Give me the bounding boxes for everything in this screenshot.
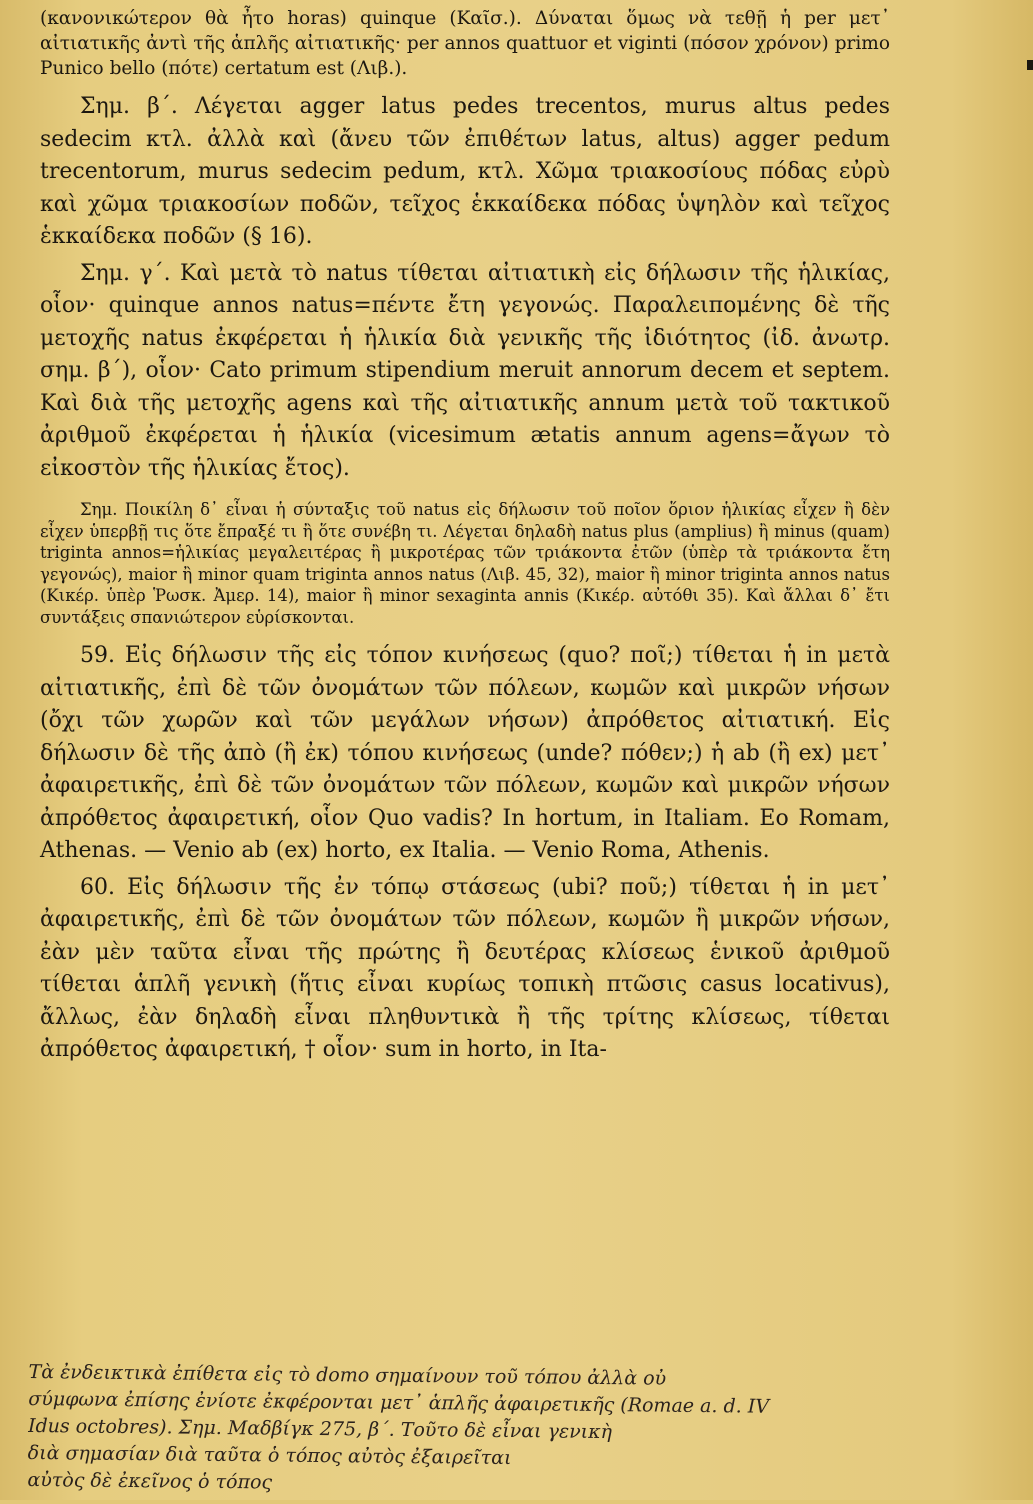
handwritten-line: διὰ σημασίαν διὰ ταῦτα ὁ τόπος αὐτὸς ἐξαιρεῖται	[27, 1441, 512, 1470]
paragraph-intro: (κανονικώτερον θὰ ἦτο horas) quinque (Καῖσ.). Δύναται ὅμως νὰ τεθῇ ἡ per μετ᾽ αἰτιατικῆς ἀντὶ τῆς ἁπλῆς αἰτιατικῆς· per annos quattuor et viginti (πόσον χρόνον) primo Punico bello (πότε) certatum est (Λιβ.).	[40, 8, 890, 79]
paragraph-60: 60. Εἰς δήλωσιν τῆς ἐν τόπῳ στάσεως (ubi? ποῦ;) τίθεται ἡ in μετ᾽ ἀφαιρετικῆς, ἐπὶ δὲ τῶν ὀνομάτων τῶν πόλεων, κωμῶν ἢ μικρῶν νήσων, ἐὰν μὲν ταῦτα εἶναι τῆς πρώτης ἢ δευτέρας κλίσεως ἑνικοῦ ἀριθμοῦ τίθεται ἁπλῆ γενικὴ (ἥτις εἶναι κυρίως τοπικὴ πτῶσις casus locativus), ἄλλως, ἐὰν δηλαδὴ εἶναι πληθυντικὰ ἢ τῆς τρίτης κλίσεως, τίθεται ἀπρόθετος ἀφαιρετική, † οἷον· sum in horto, in Ita-	[40, 874, 890, 1062]
printed-text	[40, 6, 890, 1071]
paragraph-note-b: Σημ. β΄. Λέγεται agger latus pedes trecentos, murus altus pedes sedecim κτλ. ἀλλὰ καὶ (ἄνευ τῶν ἐπιθέτων latus, altus) agger pedum trecentorum, murus sedecim pedum, κτλ. Χῶμα τριακοσίους πόδας εὐρὺ καὶ χῶμα τριακοσίων ποδῶν, τεῖχος ἑκκαίδεκα πόδας ὑψηλὸν καὶ τεῖχος ἑκκαίδεκα ποδῶν (§ 16).	[40, 94, 890, 249]
handwritten-note	[27, 1359, 988, 1504]
handwritten-line: σύμφωνα ἐπίσης ἐνίοτε ἐκφέρονται μετ᾽ ἁπλῆς ἀφαιρετικῆς (Romae a. d. IV	[28, 1387, 770, 1418]
handwritten-line: Τὰ ἐνδεικτικὰ ἐπίθετα εἰς τὸ domo σημαίνουν τοῦ τόπου ἀλλὰ οὐ	[28, 1360, 667, 1390]
paragraph-59: 59. Εἰς δήλωσιν τῆς εἰς τόπον κινήσεως (quo? ποῖ;) τίθεται ἡ in μετὰ αἰτιατικῆς, ἐπὶ δὲ τῶν ὀνομάτων τῶν πόλεων, κωμῶν καὶ μικρῶν νήσων (ὄχι τῶν χωρῶν καὶ τῶν μεγάλων νήσων) ἀπρόθετος αἰτιατική. Εἰς δήλωσιν δὲ τῆς ἀπὸ (ἢ ἐκ) τόπου κινήσεως (unde? πόθεν;) ἡ ab (ἢ ex) μετ᾽ ἀφαιρετικῆς, ἐπὶ δὲ τῶν ὀνομάτων τῶν πόλεων, κωμῶν καὶ μικρῶν νήσων ἀπρόθετος ἀφαιρετική, οἷον Quo vadis? In hortum, in Italiam. Eo Romam, Athenas. — Venio ab (ex) horto, ex Italia. — Venio Roma, Athenis.	[40, 643, 890, 863]
handwritten-line: αὐτὸς δὲ ἐκεῖνος ὁ τόπος	[27, 1468, 273, 1494]
paragraph-note-small: Σημ. Ποικίλη δ᾽ εἶναι ἡ σύνταξις τοῦ natus εἰς δήλωσιν τοῦ ποῖον ὅριον ἡλικίας εἶχεν ἢ δὲν εἶχεν ὑπερβῇ τις ὅτε ἔπραξέ τι ἢ ὅτε συνέβη τι. Λέγεται δηλαδὴ natus plus (amplius) ἢ minus (quam) triginta annos=ἡλικίας μεγαλειτέρας ἢ μικροτέρας τῶν τριάκοντα ἐτῶν (ὑπὲρ τὰ τριάκοντα ἔτη γεγονώς), maior ἢ minor quam triginta annos natus (Λιβ. 45, 32), maior ἢ minor triginta annos natus (Κικέρ. ὑπὲρ Ῥωσκ. Ἀμερ. 14), maior ἢ minor sexaginta annis (Κικέρ. αὐτόθι 35). Καὶ ἄλλαι δ᾽ ἔτι συντάξεις σπανιώτερον εὑρίσκονται.	[40, 500, 890, 627]
page-edge-mark	[1027, 60, 1033, 70]
paragraph-note-c: Σημ. γ΄. Καὶ μετὰ τὸ natus τίθεται αἰτιατικὴ εἰς δήλωσιν τῆς ἡλικίας, οἷον· quinque annos natus=πέντε ἔτη γεγονώς. Παραλειπομένης δὲ τῆς μετοχῆς natus ἐκφέρεται ἡ ἡλικία διὰ γενικῆς τῆς ἰδιότητος (ἰδ. ἀνωτρ. σημ. β΄), οἷον· Cato primum stipendium meruit annorum decem et septem. Καὶ διὰ τῆς μετοχῆς agens καὶ τῆς αἰτιατικῆς annum μετὰ τοῦ τακτικοῦ ἀριθμοῦ ἐκφέρεται ἡ ἡλικία (vicesimum ætatis annum agens=ἄγων τὸ εἰκοστὸν τῆς ἡλικίας ἔτος).	[40, 260, 890, 481]
handwritten-line: Idus octobres). Σημ. Μαδβίγκ 275, β΄. Τοῦτο δὲ εἶναι γενικὴ	[27, 1414, 613, 1444]
